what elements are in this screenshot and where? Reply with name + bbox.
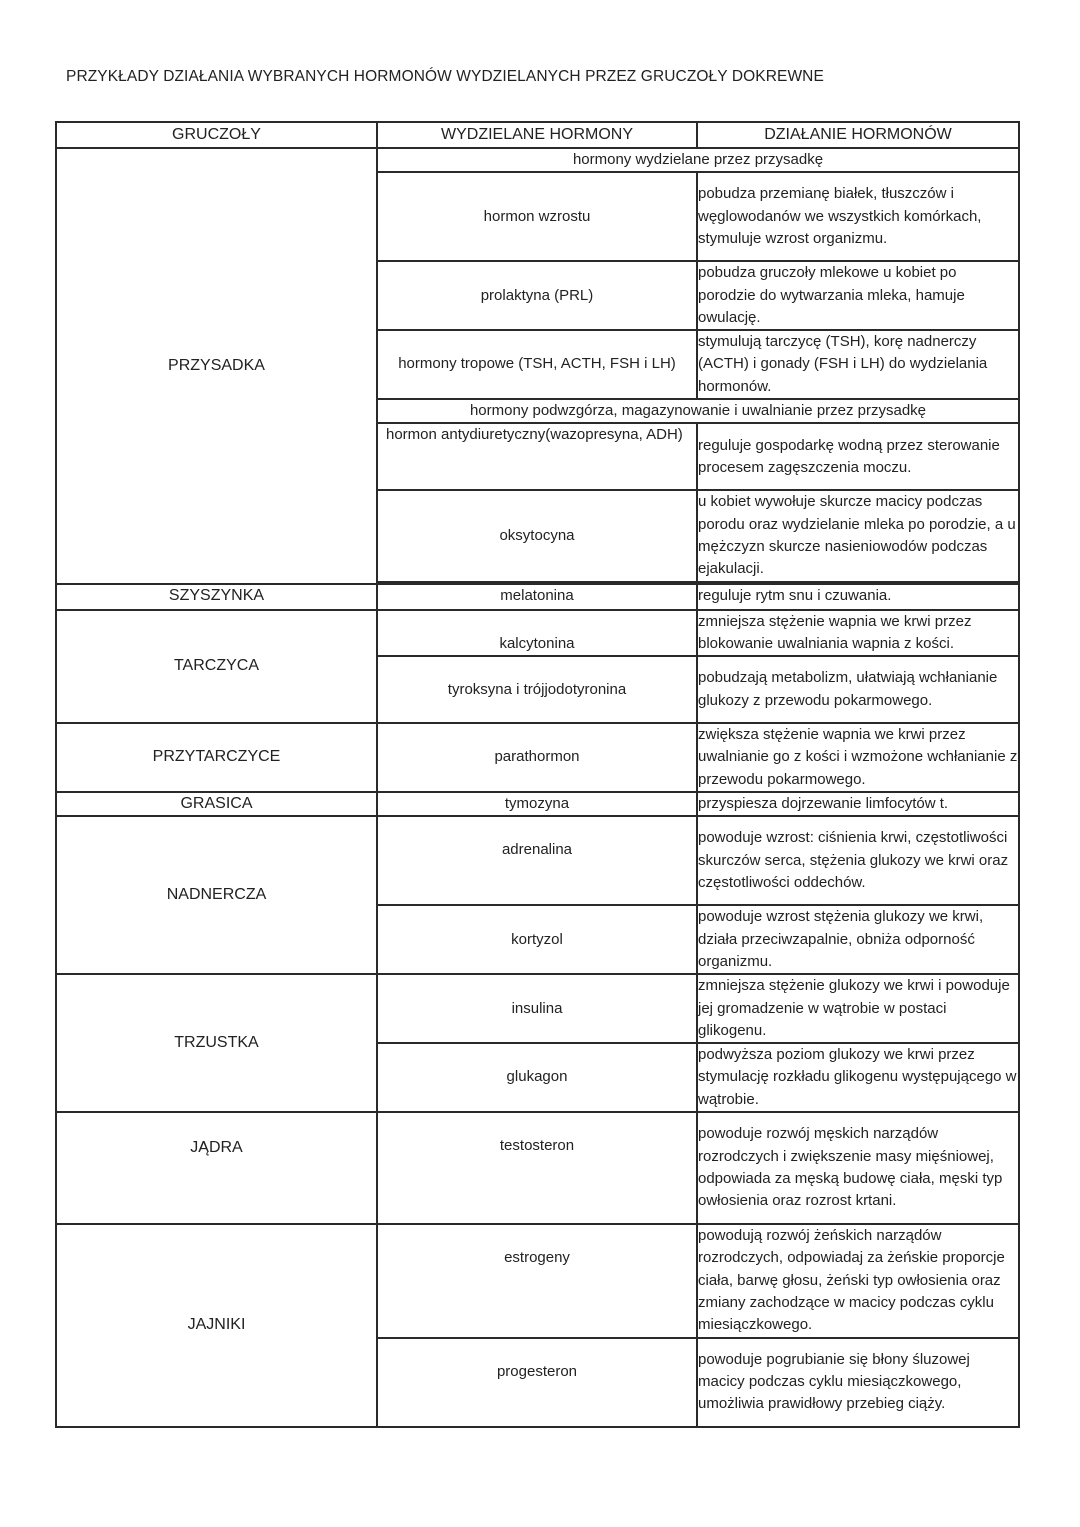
hormone-name: hormony tropowe (TSH, ACTH, FSH i LH) (377, 330, 697, 399)
hormone-action: u kobiet wywołuje skurcze macicy podczas porodu oraz wydzielanie mleka po porodzie, a u mężczyzn skurcze nasieniowodów podczas ejakulacji. (697, 490, 1019, 581)
table-row (56, 584, 1019, 610)
gland-przysadka: PRZYSADKA (56, 148, 377, 584)
header-glands: GRUCZOŁY (56, 122, 377, 148)
hormone-action: powoduje rozwój męskich narządów rozrodczych i zwiększenie masy mięśniowej, odpowiada za męską budowę ciała, męski typ owłosienia oraz rozrost krtani. (697, 1112, 1019, 1224)
hormone-action: zmniejsza stężenie wapnia we krwi przez blokowanie uwalniania wapnia z kości. (697, 610, 1019, 657)
table-row (56, 610, 1019, 657)
table-row (56, 723, 1019, 792)
section-row (56, 148, 1019, 172)
hormone-name: estrogeny (377, 1224, 697, 1337)
hormone-action: zwiększa stężenie wapnia we krwi przez uwalnianie go z kości i wzmożone wchłanianie z przewodu pokarmowego. (697, 723, 1019, 792)
table-row (56, 1224, 1019, 1337)
hormone-name: tymozyna (377, 792, 697, 816)
gland-jajniki: JAJNIKI (56, 1224, 377, 1426)
hormone-name: oksytocyna (377, 490, 697, 581)
section-header-pituitary: hormony wydzielane przez przysadkę (377, 148, 1019, 172)
hormone-action: pobudza gruczoły mlekowe u kobiet po porodzie do wytwarzania mleka, hamuje owulację. (697, 261, 1019, 330)
hormone-name: kortyzol (377, 905, 697, 974)
section-header-hypothalamus: hormony podwzgórza, magazynowanie i uwalnianie przez przysadkę (377, 399, 1019, 423)
hormone-name: glukagon (377, 1043, 697, 1112)
table-row (56, 792, 1019, 816)
gland-nadnercza: NADNERCZA (56, 816, 377, 974)
hormone-action: powoduje wzrost stężenia glukozy we krwi, działa przeciwzapalnie, obniża odporność organizmu. (697, 905, 1019, 974)
header-action: DZIAŁANIE HORMONÓW (697, 122, 1019, 148)
gland-tarczyca: TARCZYCA (56, 610, 377, 724)
hormone-action: pobudza przemianę białek, tłuszczów i węglowodanów we wszystkich komórkach, stymuluje wzrost organizmu. (697, 172, 1019, 261)
gland-jadra: JĄDRA (56, 1112, 377, 1224)
hormone-action: powodują rozwój żeńskich narządów rozrodczych, odpowiadaj za żeńskie proporcje ciała, barwę głosu, żeński typ owłosienia oraz zmiany zachodzące w macicy podczas cyklu miesiączkowego. (697, 1224, 1019, 1337)
hormone-action: podwyższa poziom glukozy we krwi przez stymulację rozkładu glikogenu występującego w wątrobie. (697, 1043, 1019, 1112)
header-hormones: WYDZIELANE HORMONY (377, 122, 697, 148)
hormone-action: zmniejsza stężenie glukozy we krwi i powoduje jej gromadzenie w wątrobie w postaci glikogenu. (697, 974, 1019, 1043)
hormone-name: progesteron (377, 1338, 697, 1427)
hormone-action: powoduje pogrubianie się błony śluzowej macicy podczas cyklu miesiączkowego, umożliwia prawidłowy przebieg ciąży. (697, 1338, 1019, 1427)
hormone-name: adrenalina (377, 816, 697, 905)
hormone-name: testosteron (377, 1112, 697, 1224)
hormone-name: hormon wzrostu (377, 172, 697, 261)
hormone-action: powoduje wzrost: ciśnienia krwi, częstotliwości skurczów serca, stężenia glukozy we krwi oraz częstotliwości oddechów. (697, 816, 1019, 905)
hormone-name: insulina (377, 974, 697, 1043)
hormone-action: stymulują tarczycę (TSH), korę nadnerczy (ACTH) i gonady (FSH i LH) do wydzielania hormonów. (697, 330, 1019, 399)
hormones-table (55, 121, 1020, 1428)
gland-szyszynka: SZYSZYNKA (56, 584, 377, 610)
table-row (56, 1112, 1019, 1224)
hormone-name: tyroksyna i trójjodotyronina (377, 656, 697, 723)
gland-przytarczyce: PRZYTARCZYCE (56, 723, 377, 792)
hormone-name: parathormon (377, 723, 697, 792)
hormone-name: hormon antydiuretyczny(wazopresyna, ADH) (377, 423, 697, 490)
gland-grasica: GRASICA (56, 792, 377, 816)
hormone-name: melatonina (377, 584, 697, 610)
hormone-action: reguluje rytm snu i czuwania. (697, 584, 1019, 610)
table-row (56, 974, 1019, 1043)
hormone-name: kalcytonina (377, 610, 697, 657)
page-title: PRZYKŁADY DZIAŁANIA WYBRANYCH HORMONÓW WYDZIELANYCH PRZEZ GRUCZOŁY DOKREWNE (66, 68, 824, 85)
hormone-name: prolaktyna (PRL) (377, 261, 697, 330)
table-row (56, 816, 1019, 905)
hormone-action: reguluje gospodarkę wodną przez sterowanie procesem zagęszczenia moczu. (697, 423, 1019, 490)
hormone-action: przyspiesza dojrzewanie limfocytów t. (697, 792, 1019, 816)
hormone-action: pobudzają metabolizm, ułatwiają wchłanianie glukozy z przewodu pokarmowego. (697, 656, 1019, 723)
table-header-row (56, 122, 1019, 148)
gland-trzustka: TRZUSTKA (56, 974, 377, 1112)
